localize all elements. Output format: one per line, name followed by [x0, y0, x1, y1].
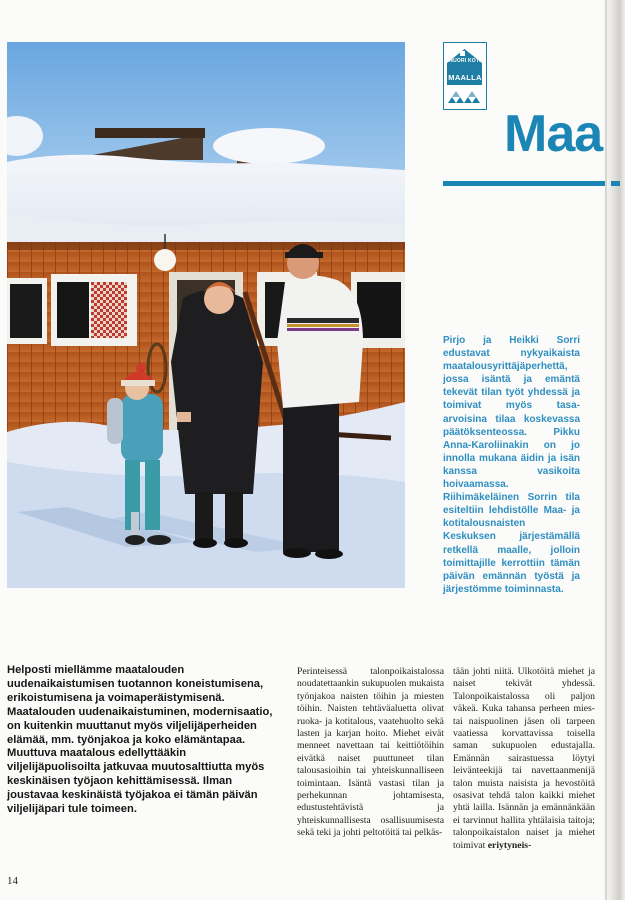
body-column-2-bold-word: eriytyneis- [487, 839, 532, 851]
family-photo [7, 42, 405, 588]
logo-bottom-text: MAALLA [448, 73, 482, 82]
page-title: Maa [504, 105, 603, 163]
body-column-2-text: tään johti niitä. Ulkotöitä miehet ja naiset tekivät yhdessä. Talonpoikaistalossa oli paljon väkeä. Kuka tahansa perheen mies- tai naispuolinen jäsen oli tarpeen vaatiessa korvattavissa toisella saman sukupuolen edustajalla. Emännän sairastuessa löytyi leivänteekijä tai navettaanmenijä talon muista naisista ja hevostöitä osasivat tehdä talon kaikki miehet yhtä lailla. Isännän ja emännänkään ei tarvinnut hallita yhtälaisia taitoja; talonpoikaistalon naiset ja miehet toimivat [453, 666, 595, 851]
photo-caption: Pirjo ja Heikki Sorri edustavat nykyaikaista maatalousyrittäjäperhettä, jossa isäntä ja emäntä tekevät tilan työt yhdessä ja toimivat myös tasa-arvoisina tilaa koskevassa päätöksenteossa. Pikku Anna-Karoliinakin on jo innolla mukana äidin ja isän kanssa vasikoita hoivaamassa. Riihimäkeläinen Sorrin tila esiteltiin lehdistölle Maa- ja kotitalousnaisten Keskuksen järjestämällä retkellä maalle, jolloin toimittajille kerrottiin tämän päivän emännän työstä ja järjestömme toiminnasta. [443, 335, 580, 595]
title-rule [443, 181, 605, 186]
page-edge-line [605, 0, 607, 900]
page-number: 14 [7, 875, 18, 887]
nuori-koti-maalla-logo [443, 42, 487, 110]
logo-top-text: NUORI KOTI [449, 58, 481, 64]
lead-paragraph: Helposti miellämme maatalouden uudenaikaistumisen tuotannon koneistumisena, erikoistumisena ja voimaperäistymisenä. Maatalouden uudenaikaistuminen, modernisaatio, on kuitenkin muuttanut myös viljelijäperheiden elämää, mm. työnjakoa ja koko elämäntapaa. Muuttuva maatalous edellyttääkin viljelijäpuolisoilta jatkuvaa muutosalttiutta myös keskinäisen työjaon kehittämisessä. Ilman joustavaa keskinäistä työjakoa ei tämän päivän viljelijäpari tule toimeen. [7, 664, 273, 816]
body-column-2 [453, 666, 595, 852]
body-column-1: Perinteisessä talonpoikaistalossa noudatettaankin sukupuolen mukaista työnjakoa naisten töihin ja miesten töihin. Naisten tehtäväaluetta olivat ruoka- ja kotitalous, vaatehuolto sekä lasten ja karjan hoito. Miehet eivät menneet navettaan tai keittiötöihin eivätkä naiset puuttuneet tilan talousasioihin tai yhteiskunnalliseen toimintaan. Isäntä vastasi tilan ja perhekunnan johtamisesta, edustustehtävistä ja yhteiskunnallisesta osallisuumisesta sekä teki ja johti peltotöitä tai pelkäs- [297, 666, 444, 839]
title-rule-continuation [611, 181, 620, 186]
